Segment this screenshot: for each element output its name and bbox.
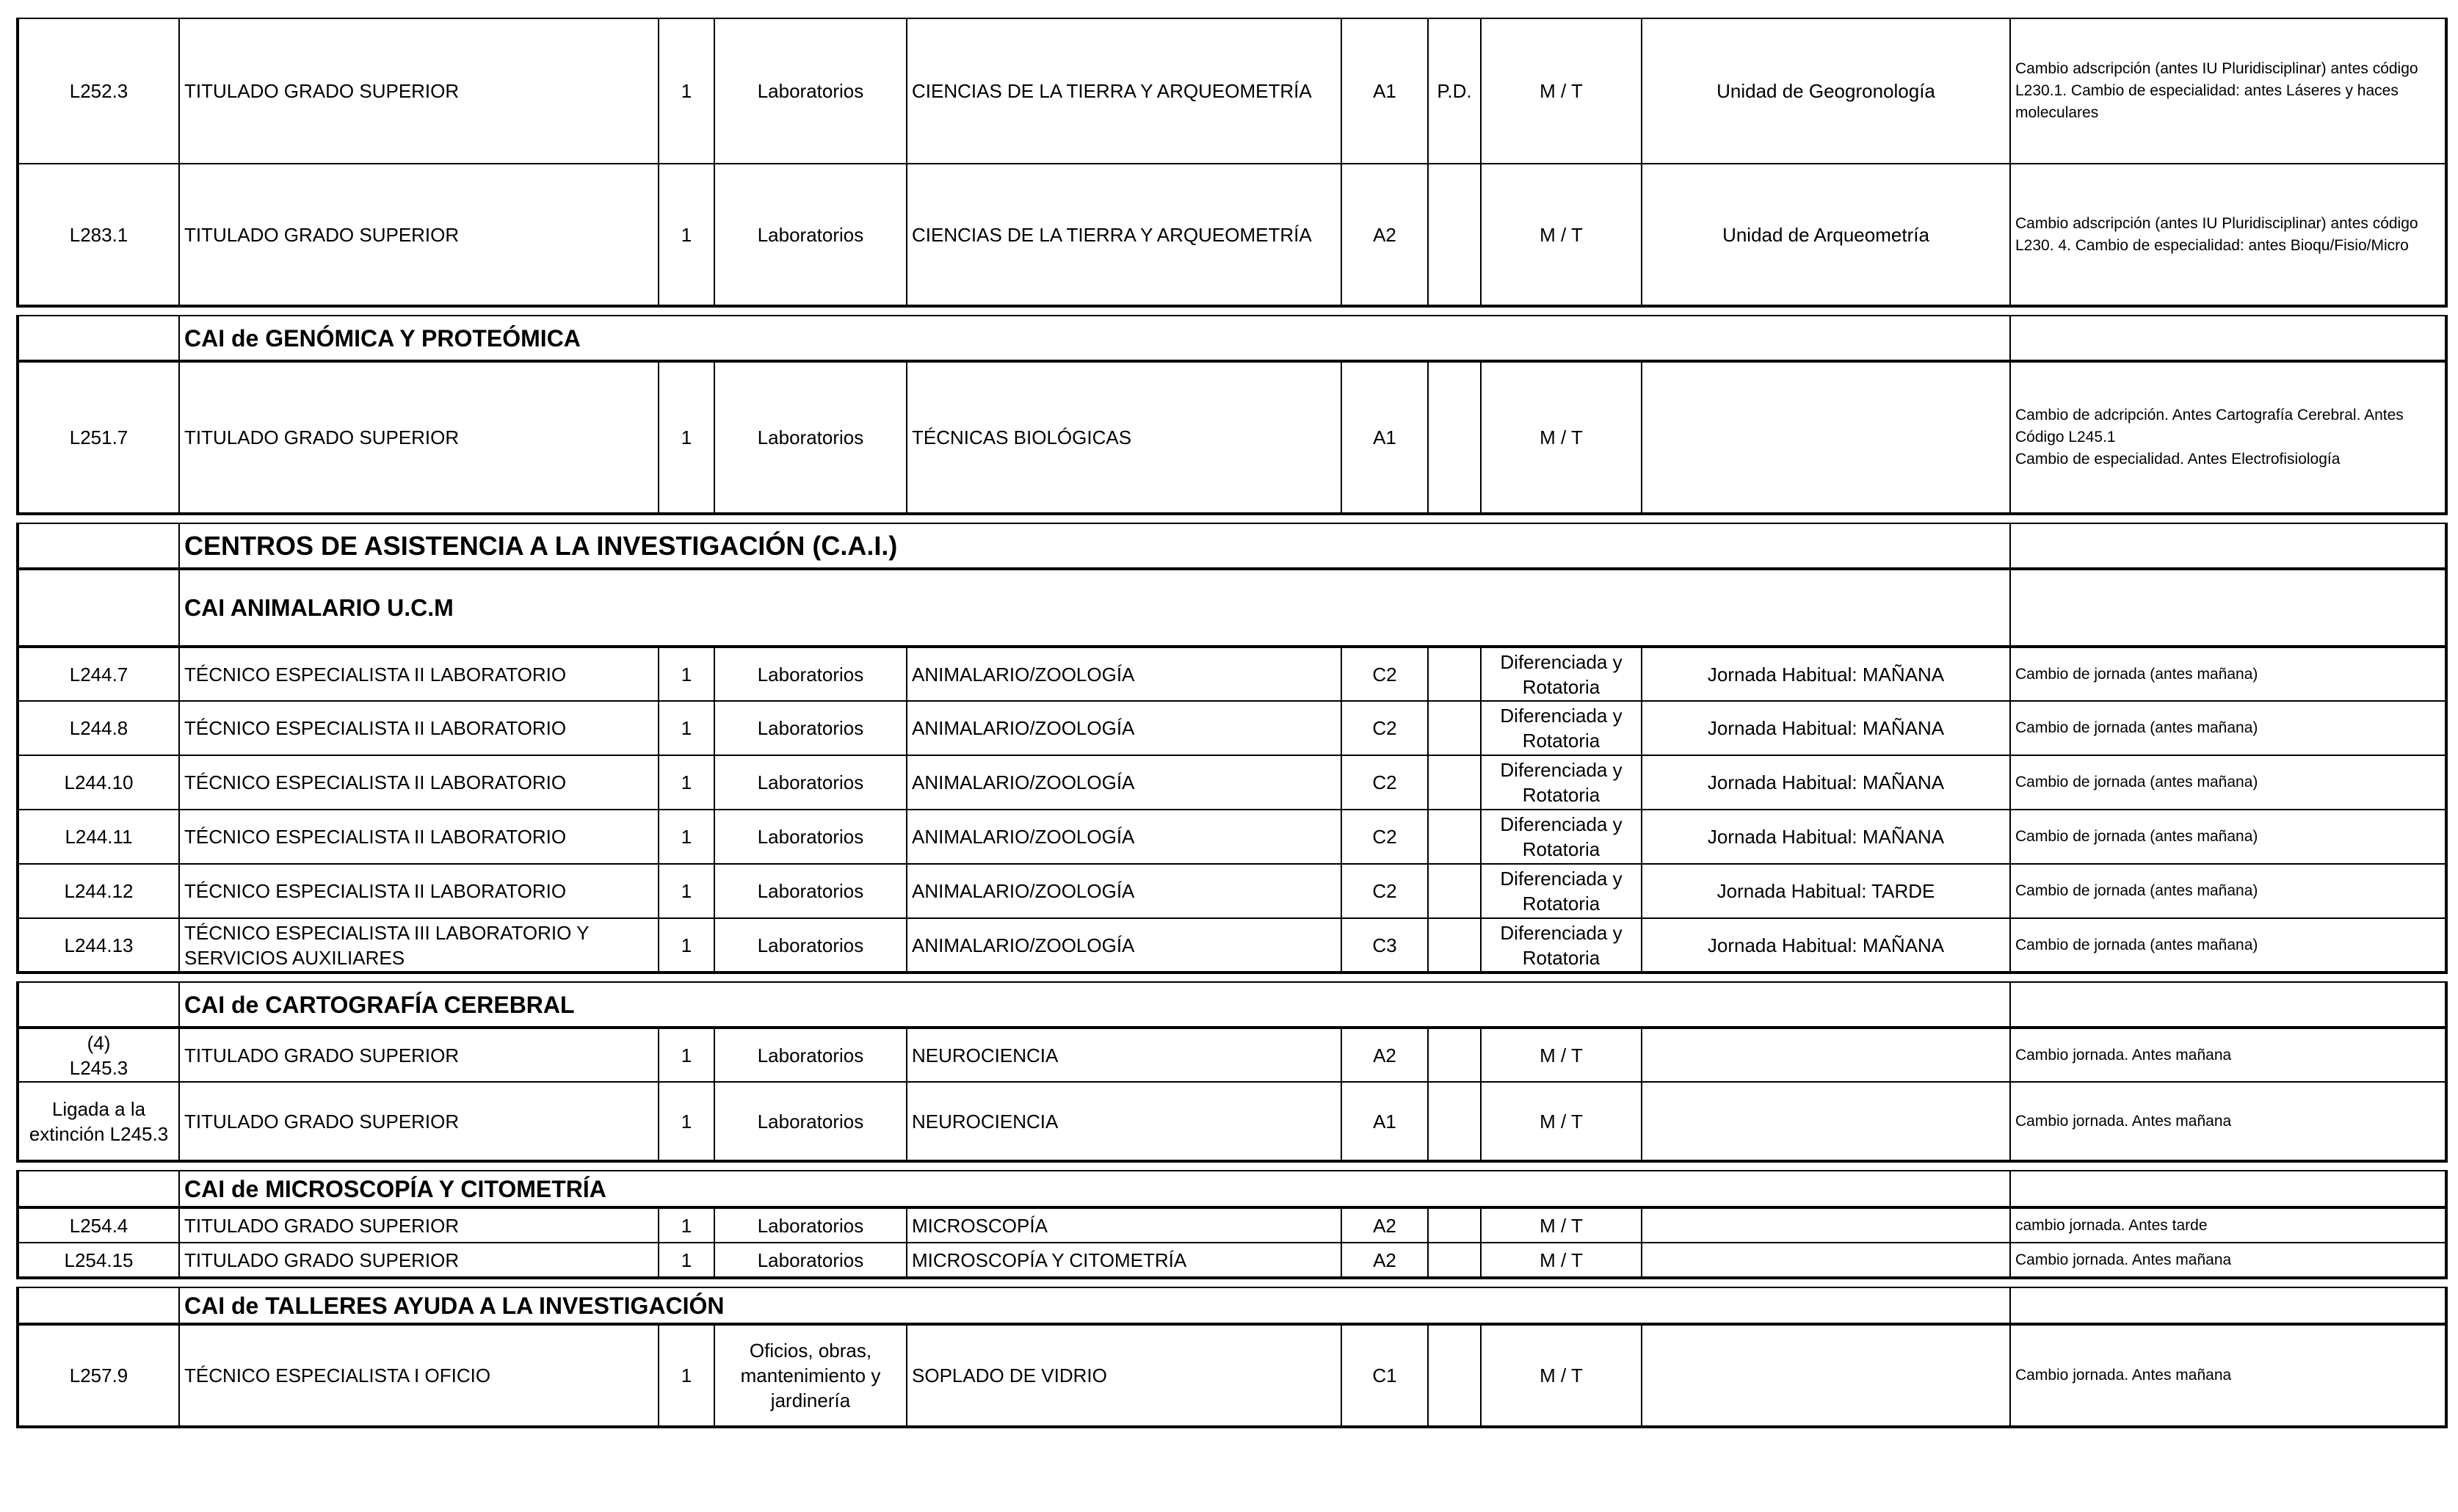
position-notes: Cambio de jornada (antes mañana) — [2010, 864, 2446, 918]
table-row — [18, 864, 2446, 918]
position-group: A2 — [1341, 1028, 1428, 1082]
position-specialty: CIENCIAS DE LA TIERRA Y ARQUEOMETRÍA — [907, 18, 1341, 164]
table-row — [18, 164, 2446, 306]
position-pd — [1428, 1082, 1481, 1161]
position-shift: M / T — [1481, 1082, 1642, 1161]
position-code: L244.13 — [18, 918, 179, 973]
position-shift: M / T — [1481, 18, 1642, 164]
position-notes: Cambio de jornada (antes mañana) — [2010, 647, 2446, 701]
table-body — [18, 18, 2446, 1427]
position-specialty: CIENCIAS DE LA TIERRA Y ARQUEOMETRÍA — [907, 164, 1341, 306]
position-unit: Jornada Habitual: MAÑANA — [1642, 810, 2010, 864]
position-pd — [1428, 918, 1481, 973]
position-shift: Diferenciada y Rotatoria — [1481, 864, 1642, 918]
position-shift: Diferenciada y Rotatoria — [1481, 701, 1642, 755]
position-count: 1 — [659, 1324, 714, 1427]
position-specialty: ANIMALARIO/ZOOLOGÍA — [907, 918, 1341, 973]
position-area: Laboratorios — [714, 647, 907, 701]
position-unit: Jornada Habitual: TARDE — [1642, 864, 2010, 918]
position-category: TITULADO GRADO SUPERIOR — [179, 1243, 659, 1278]
position-category: TITULADO GRADO SUPERIOR — [179, 361, 659, 514]
position-notes: Cambio adscripción (antes IU Pluridisciplinar) antes código L230.1. Cambio de especialidad: antes Láseres y haces moleculares — [2010, 18, 2446, 164]
position-group: A2 — [1341, 164, 1428, 306]
position-group: A1 — [1341, 18, 1428, 164]
position-notes: Cambio de jornada (antes mañana) — [2010, 701, 2446, 755]
position-area: Laboratorios — [714, 918, 907, 973]
position-unit — [1642, 361, 2010, 514]
position-specialty: ANIMALARIO/ZOOLOGÍA — [907, 864, 1341, 918]
position-pd — [1428, 755, 1481, 810]
position-unit — [1642, 1207, 2010, 1243]
position-area: Laboratorios — [714, 18, 907, 164]
position-shift: M / T — [1481, 1028, 1642, 1082]
section-row — [18, 1171, 2446, 1207]
position-unit — [1642, 1028, 2010, 1082]
position-pd — [1428, 164, 1481, 306]
position-shift: M / T — [1481, 164, 1642, 306]
position-notes: Cambio adscripción (antes IU Pluridisciplinar) antes código L230. 4. Cambio de especialidad: antes Bioqu/Fisio/Micro — [2010, 164, 2446, 306]
position-area: Laboratorios — [714, 1207, 907, 1243]
position-group: A1 — [1341, 361, 1428, 514]
section-title: CAI de GENÓMICA Y PROTEÓMICA — [179, 316, 2010, 361]
position-count: 1 — [659, 864, 714, 918]
positions-table — [16, 18, 2448, 1428]
position-category: TITULADO GRADO SUPERIOR — [179, 1207, 659, 1243]
table-row — [18, 361, 2446, 514]
position-category: TITULADO GRADO SUPERIOR — [179, 164, 659, 306]
position-pd — [1428, 1028, 1481, 1082]
position-group: C1 — [1341, 1324, 1428, 1427]
position-count: 1 — [659, 1243, 714, 1278]
position-specialty: SOPLADO DE VIDRIO — [907, 1324, 1341, 1427]
position-group: C2 — [1341, 810, 1428, 864]
position-count: 1 — [659, 701, 714, 755]
position-group: C2 — [1341, 647, 1428, 701]
table-row — [18, 18, 2446, 164]
table-row — [18, 647, 2446, 701]
section-title: CENTROS DE ASISTENCIA A LA INVESTIGACIÓN (C.A.I.) — [179, 523, 2010, 569]
position-category: TÉCNICO ESPECIALISTA II LABORATORIO — [179, 701, 659, 755]
position-count: 1 — [659, 18, 714, 164]
position-code: L244.11 — [18, 810, 179, 864]
position-area: Oficios, obras, mantenimiento y jardinería — [714, 1324, 907, 1427]
position-area: Laboratorios — [714, 361, 907, 514]
position-shift: M / T — [1481, 1207, 1642, 1243]
position-unit — [1642, 1082, 2010, 1161]
position-category: TÉCNICO ESPECIALISTA III LABORATORIO Y SERVICIOS AUXILIARES — [179, 918, 659, 973]
position-count: 1 — [659, 647, 714, 701]
position-notes: Cambio de jornada (antes mañana) — [2010, 810, 2446, 864]
position-count: 1 — [659, 1207, 714, 1243]
table-row — [18, 1243, 2446, 1278]
section-row — [18, 523, 2446, 569]
position-specialty: ANIMALARIO/ZOOLOGÍA — [907, 701, 1341, 755]
position-count: 1 — [659, 1082, 714, 1161]
position-code: L254.15 — [18, 1243, 179, 1278]
position-notes: Cambio jornada. Antes mañana — [2010, 1028, 2446, 1082]
position-code: L257.9 — [18, 1324, 179, 1427]
position-unit: Jornada Habitual: MAÑANA — [1642, 647, 2010, 701]
position-shift: M / T — [1481, 361, 1642, 514]
position-unit: Unidad de Geogronología — [1642, 18, 2010, 164]
section-title: CAI de MICROSCOPÍA Y CITOMETRÍA — [179, 1171, 2010, 1207]
position-unit: Unidad de Arqueometría — [1642, 164, 2010, 306]
position-pd — [1428, 1324, 1481, 1427]
position-category: TÉCNICO ESPECIALISTA II LABORATORIO — [179, 755, 659, 810]
position-area: Laboratorios — [714, 755, 907, 810]
section-row — [18, 982, 2446, 1028]
position-group: C3 — [1341, 918, 1428, 973]
position-group: A2 — [1341, 1243, 1428, 1278]
position-area: Laboratorios — [714, 1082, 907, 1161]
position-area: Laboratorios — [714, 701, 907, 755]
position-area: Laboratorios — [714, 164, 907, 306]
section-row — [18, 316, 2446, 361]
table-row — [18, 1028, 2446, 1082]
position-count: 1 — [659, 810, 714, 864]
position-area: Laboratorios — [714, 1243, 907, 1278]
position-code: L244.7 — [18, 647, 179, 701]
position-category: TITULADO GRADO SUPERIOR — [179, 1082, 659, 1161]
position-pd — [1428, 647, 1481, 701]
position-pd — [1428, 701, 1481, 755]
position-shift: M / T — [1481, 1243, 1642, 1278]
position-category: TÉCNICO ESPECIALISTA I OFICIO — [179, 1324, 659, 1427]
position-code: L254.4 — [18, 1207, 179, 1243]
position-shift: Diferenciada y Rotatoria — [1481, 918, 1642, 973]
position-group: A1 — [1341, 1082, 1428, 1161]
section-title: CAI de CARTOGRAFÍA CEREBRAL — [179, 982, 2010, 1028]
position-category: TÉCNICO ESPECIALISTA II LABORATORIO — [179, 647, 659, 701]
position-area: Laboratorios — [714, 1028, 907, 1082]
table-row — [18, 1324, 2446, 1427]
position-group: A2 — [1341, 1207, 1428, 1243]
position-specialty: MICROSCOPÍA Y CITOMETRÍA — [907, 1243, 1341, 1278]
position-category: TITULADO GRADO SUPERIOR — [179, 1028, 659, 1082]
position-code: L283.1 — [18, 164, 179, 306]
position-unit — [1642, 1243, 2010, 1278]
position-specialty: TÉCNICAS BIOLÓGICAS — [907, 361, 1341, 514]
position-pd — [1428, 361, 1481, 514]
table-row — [18, 701, 2446, 755]
position-shift: Diferenciada y Rotatoria — [1481, 755, 1642, 810]
section-row — [18, 569, 2446, 647]
position-count: 1 — [659, 918, 714, 973]
position-unit: Jornada Habitual: MAÑANA — [1642, 755, 2010, 810]
position-notes: Cambio de jornada (antes mañana) — [2010, 918, 2446, 973]
position-group: C2 — [1341, 755, 1428, 810]
position-notes: cambio jornada. Antes tarde — [2010, 1207, 2446, 1243]
position-count: 1 — [659, 164, 714, 306]
position-category: TÉCNICO ESPECIALISTA II LABORATORIO — [179, 864, 659, 918]
position-specialty: NEUROCIENCIA — [907, 1028, 1341, 1082]
position-specialty: ANIMALARIO/ZOOLOGÍA — [907, 810, 1341, 864]
position-code: Ligada a la extinción L245.3 — [18, 1082, 179, 1161]
position-area: Laboratorios — [714, 810, 907, 864]
position-code: L251.7 — [18, 361, 179, 514]
position-count: 1 — [659, 1028, 714, 1082]
position-code: (4) L245.3 — [18, 1028, 179, 1082]
table-row — [18, 1207, 2446, 1243]
position-specialty: ANIMALARIO/ZOOLOGÍA — [907, 755, 1341, 810]
position-pd — [1428, 810, 1481, 864]
table-row — [18, 918, 2446, 973]
position-specialty: ANIMALARIO/ZOOLOGÍA — [907, 647, 1341, 701]
position-notes: Cambio jornada. Antes mañana — [2010, 1243, 2446, 1278]
position-unit: Jornada Habitual: MAÑANA — [1642, 918, 2010, 973]
position-area: Laboratorios — [714, 864, 907, 918]
position-pd — [1428, 1243, 1481, 1278]
position-category: TÉCNICO ESPECIALISTA II LABORATORIO — [179, 810, 659, 864]
section-title: CAI de TALLERES AYUDA A LA INVESTIGACIÓN — [179, 1287, 2010, 1324]
position-shift: Diferenciada y Rotatoria — [1481, 810, 1642, 864]
position-code: L244.12 — [18, 864, 179, 918]
position-unit — [1642, 1324, 2010, 1427]
position-specialty: MICROSCOPÍA — [907, 1207, 1341, 1243]
position-pd: P.D. — [1428, 18, 1481, 164]
position-unit: Jornada Habitual: MAÑANA — [1642, 701, 2010, 755]
position-code: L244.8 — [18, 701, 179, 755]
position-shift: Diferenciada y Rotatoria — [1481, 647, 1642, 701]
position-count: 1 — [659, 755, 714, 810]
position-code: L252.3 — [18, 18, 179, 164]
position-notes: Cambio jornada. Antes mañana — [2010, 1082, 2446, 1161]
table-row — [18, 810, 2446, 864]
position-specialty: NEUROCIENCIA — [907, 1082, 1341, 1161]
position-group: C2 — [1341, 864, 1428, 918]
position-group: C2 — [1341, 701, 1428, 755]
position-notes: Cambio jornada. Antes mañana — [2010, 1324, 2446, 1427]
table-row — [18, 1082, 2446, 1161]
position-code: L244.10 — [18, 755, 179, 810]
position-count: 1 — [659, 361, 714, 514]
section-row — [18, 1287, 2446, 1324]
position-shift: M / T — [1481, 1324, 1642, 1427]
position-pd — [1428, 1207, 1481, 1243]
section-title: CAI ANIMALARIO U.C.M — [179, 569, 2010, 647]
position-category: TITULADO GRADO SUPERIOR — [179, 18, 659, 164]
position-notes: Cambio de adcripción. Antes Cartografía Cerebral. Antes Código L245.1 Cambio de especialidad. Antes Electrofisiología — [2010, 361, 2446, 514]
position-pd — [1428, 864, 1481, 918]
table-row — [18, 755, 2446, 810]
position-notes: Cambio de jornada (antes mañana) — [2010, 755, 2446, 810]
